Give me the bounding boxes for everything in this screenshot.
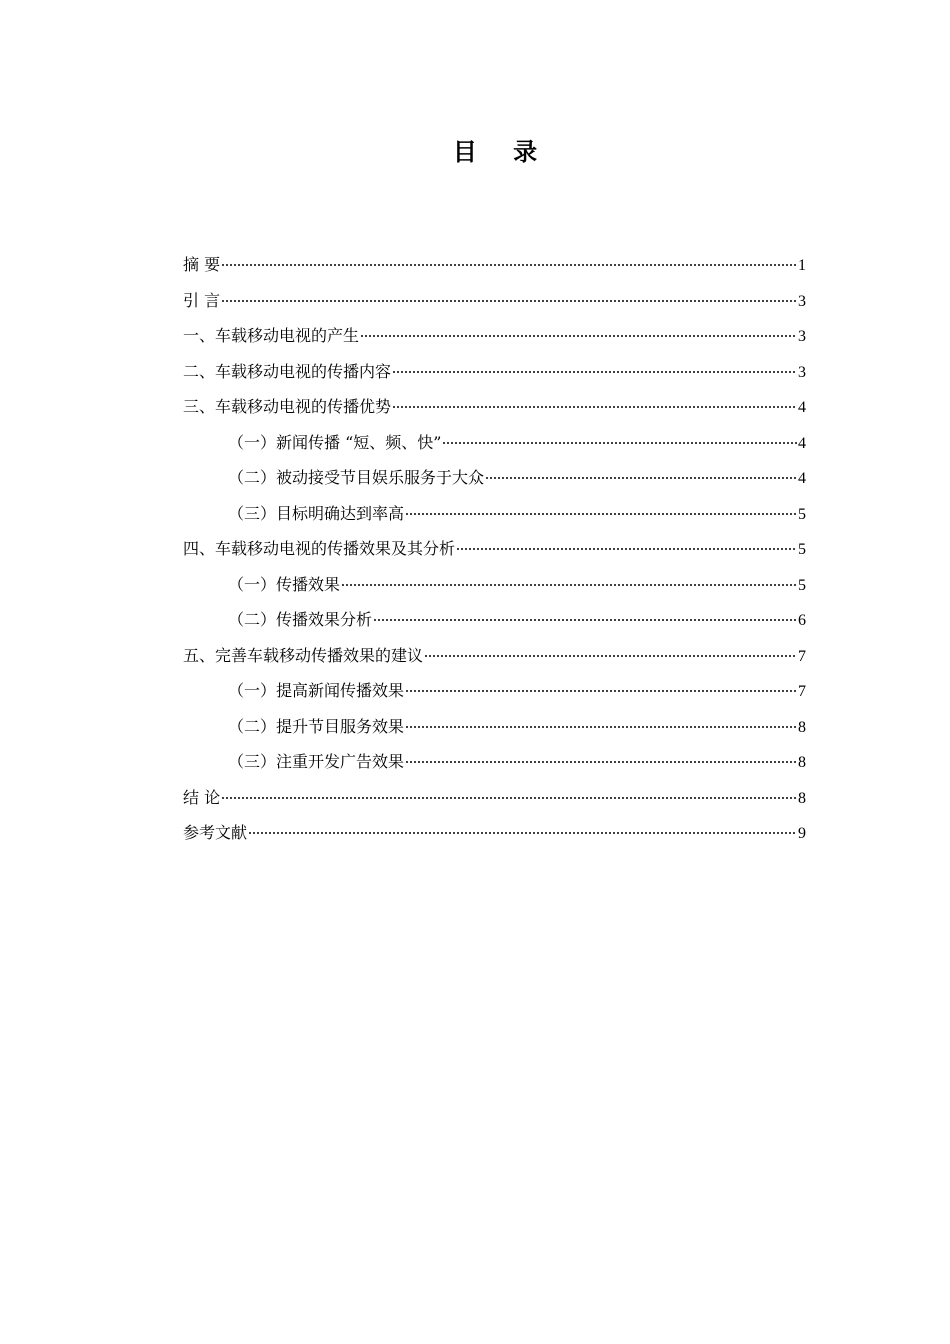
toc-entry-label: （三）注重开发广告效果 — [228, 752, 405, 771]
toc-entry-page: 5 — [798, 541, 806, 558]
toc-leader-dots — [405, 690, 797, 692]
toc-entry-label: （二）传播效果分析 — [228, 610, 373, 629]
toc-entry[interactable] — [183, 535, 806, 571]
toc-entry-label: 引 言 — [183, 290, 221, 310]
toc-entry-page: 5 — [798, 505, 806, 523]
toc-entry-label: 四、车载移动电视的传播效果及其分析 — [183, 539, 456, 558]
toc-entry-label: 二、车载移动电视的传播内容 — [183, 361, 392, 381]
toc-leader-dots — [424, 655, 797, 657]
toc-entry[interactable] — [183, 358, 806, 394]
toc-entry-page: 8 — [798, 789, 806, 807]
toc-entry-label: （二）被动接受节目娱乐服务于大众 — [228, 468, 485, 487]
toc-entry-label: （一）新闻传播 “短、频、快” — [228, 432, 442, 452]
toc-entry[interactable] — [183, 251, 806, 287]
toc-entry-page: 7 — [798, 647, 806, 665]
toc-leader-dots — [221, 300, 797, 302]
toc-subentry[interactable] — [183, 571, 806, 607]
toc-leader-dots — [405, 513, 797, 515]
toc-entry-label: （一）提高新闻传播效果 — [228, 681, 405, 700]
toc-subentry[interactable] — [183, 500, 806, 536]
toc-leader-dots — [392, 406, 797, 408]
toc-leader-dots — [405, 726, 797, 728]
toc-entry-page: 4 — [798, 434, 806, 452]
toc-subentry[interactable] — [183, 713, 806, 749]
toc-entry-label: 三、车载移动电视的传播优势 — [183, 397, 392, 416]
toc-entry-page: 3 — [798, 292, 806, 310]
toc-entry-page: 1 — [798, 257, 806, 274]
toc-entry-label: （一）传播效果 — [228, 574, 341, 594]
toc-entry-page: 8 — [798, 718, 806, 736]
toc-entry-page: 9 — [798, 825, 806, 842]
toc-subentry[interactable] — [183, 748, 806, 784]
toc-entry-page: 4 — [798, 399, 806, 416]
toc-subentry[interactable] — [183, 464, 806, 500]
toc-leader-dots — [373, 619, 797, 621]
toc-entry[interactable] — [183, 393, 806, 429]
toc-entry-label: 结 论 — [183, 787, 221, 807]
toc-entry-label: （二）提升节目服务效果 — [228, 716, 405, 736]
toc-subentry[interactable] — [183, 429, 806, 465]
toc-entry-label: （三）目标明确达到率高 — [228, 503, 405, 523]
toc-entry-label: 一、车载移动电视的产生 — [183, 326, 360, 345]
toc-leader-dots — [405, 761, 797, 763]
toc-subentry[interactable] — [183, 606, 806, 642]
toc-leader-dots — [485, 477, 797, 479]
toc-entry[interactable] — [183, 287, 806, 323]
toc-entry[interactable] — [183, 784, 806, 820]
toc-entry-label: 五、完善车载移动传播效果的建议 — [183, 645, 424, 665]
toc-list — [183, 251, 806, 855]
toc-subentry[interactable] — [183, 677, 806, 713]
toc-entry-page: 5 — [798, 576, 806, 594]
toc-leader-dots — [248, 832, 797, 834]
toc-leader-dots — [456, 548, 797, 550]
toc-entry-page: 3 — [798, 328, 806, 345]
toc-entry[interactable] — [183, 322, 806, 358]
toc-title: 目 录 — [452, 138, 552, 166]
toc-leader-dots — [221, 264, 797, 266]
toc-entry-page: 7 — [798, 683, 806, 700]
toc-leader-dots — [360, 335, 797, 337]
toc-entry-page: 3 — [798, 363, 806, 381]
toc-entry[interactable] — [183, 819, 806, 855]
toc-leader-dots — [341, 584, 797, 586]
toc-entry-label: 参考文献 — [183, 823, 248, 842]
toc-entry-page: 8 — [798, 754, 806, 771]
toc-entry-page: 4 — [798, 470, 806, 487]
toc-leader-dots — [442, 442, 797, 444]
toc-entry-page: 6 — [798, 612, 806, 629]
toc-leader-dots — [392, 371, 797, 373]
toc-entry[interactable] — [183, 642, 806, 678]
toc-entry-label: 摘 要 — [183, 255, 221, 274]
toc-leader-dots — [221, 797, 797, 799]
